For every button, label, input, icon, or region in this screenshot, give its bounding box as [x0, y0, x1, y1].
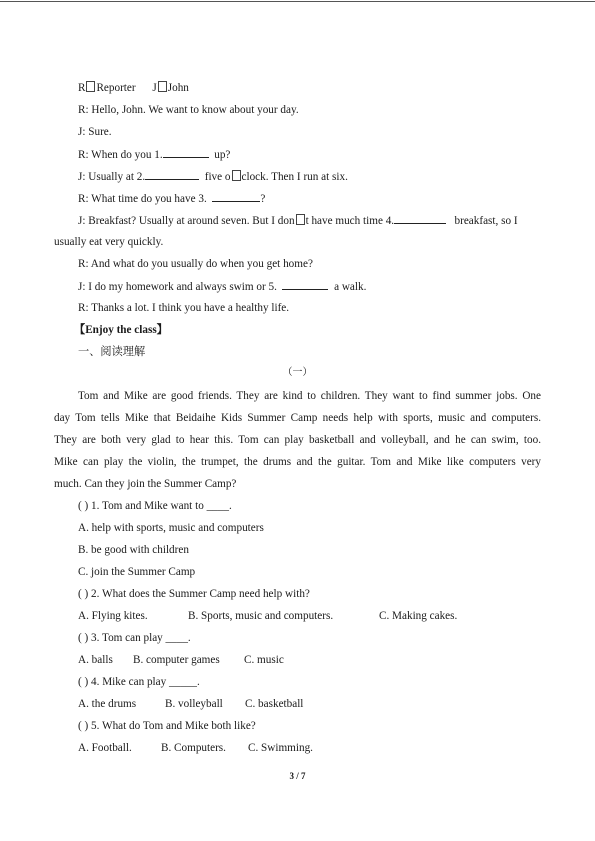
question-3: ( ) 3. Tom can play ____.	[78, 632, 191, 644]
question-2-option-b[interactable]: B. Sports, music and computers.	[188, 610, 334, 622]
question-5-option-a[interactable]: A. Football.	[78, 742, 132, 754]
question-1-option-c[interactable]: C. join the Summer Camp	[78, 566, 196, 578]
passage-line-2: day Tom tells Mike that Beidaihe Kids Summer Camp needs help with sports, music and computers.	[54, 412, 541, 424]
passage-line-3: They are both very glad to hear this. Tom can play basketball and volleyball, and he can swim, too.	[54, 434, 541, 446]
legend-r-role: Reporter	[96, 82, 136, 94]
answer-blank-2[interactable]	[145, 169, 199, 180]
missing-glyph-box	[86, 81, 95, 92]
dialogue-line-1: R: Hello, John. We want to know about your day.	[78, 104, 299, 116]
dialogue-line-8	[78, 279, 366, 294]
dialogue-line-5	[78, 191, 265, 206]
line6-prefix: J: Breakfast? Usually at around seven. But I don	[78, 215, 295, 227]
question-3-option-a[interactable]: A. balls	[78, 654, 113, 666]
passage-line-4: Mike can play the violin, the trumpet, the drums and the guitar. Tom and Mike like computers very	[54, 456, 541, 468]
dialogue-line-2: J: Sure.	[78, 126, 112, 138]
line4-prefix: J: Usually at 2.	[78, 171, 146, 183]
legend-r: R	[78, 82, 86, 94]
dialogue-line-3	[78, 147, 230, 162]
answer-blank-1[interactable]	[163, 147, 209, 158]
line8-prefix: J: I do my homework and always swim or 5.	[78, 281, 277, 293]
question-4-option-c[interactable]: C. basketball	[245, 698, 304, 710]
dialogue-line-6-cont: usually eat very quickly.	[54, 236, 164, 248]
question-2-option-a[interactable]: A. Flying kites.	[78, 610, 148, 622]
question-3-option-b[interactable]: B. computer games	[133, 654, 220, 666]
part-heading: 一、阅读理解	[78, 346, 146, 358]
answer-blank-3[interactable]	[212, 191, 260, 202]
missing-glyph-box	[296, 214, 305, 225]
section-heading: 【Enjoy the class】	[74, 324, 168, 336]
question-4: ( ) 4. Mike can play _____.	[78, 676, 200, 688]
dialogue-line-4	[78, 169, 348, 184]
question-4-option-b[interactable]: B. volleyball	[165, 698, 223, 710]
question-5-option-b[interactable]: B. Computers.	[161, 742, 226, 754]
line6-suffix: breakfast, so I	[454, 215, 518, 227]
line4-end: clock. Then I run at six.	[241, 171, 348, 183]
line6-mid: t have much time 4.	[305, 215, 395, 227]
passage-line-5: much. Can they join the Summer Camp?	[54, 478, 237, 490]
question-5: ( ) 5. What do Tom and Mike both like?	[78, 720, 256, 732]
question-2: ( ) 2. What does the Summer Camp need help with?	[78, 588, 310, 600]
dialogue-line-9: R: Thanks a lot. I think you have a healthy life.	[78, 302, 290, 314]
line8-suffix: a walk.	[334, 281, 367, 293]
missing-glyph-box	[232, 170, 241, 181]
answer-blank-5[interactable]	[282, 279, 328, 290]
page-top-rule	[0, 1, 595, 2]
line3-suffix: up?	[214, 149, 231, 161]
answer-blank-4[interactable]	[394, 213, 446, 224]
passage-number: （一）	[282, 367, 313, 378]
line5-prefix: R: What time do you have 3.	[78, 193, 207, 205]
passage-line-1: Tom and Mike are good friends. They are kind to children. They want to find summer jobs. One	[78, 390, 541, 402]
page-number: 3 / 7	[289, 771, 306, 781]
dialogue-line-7: R: And what do you usually do when you get home?	[78, 258, 313, 270]
dialogue-line-6	[78, 213, 518, 228]
line4-mid: five o	[204, 171, 231, 183]
line5-suffix: ?	[260, 193, 266, 205]
question-1-option-b[interactable]: B. be good with children	[78, 544, 189, 556]
legend-j-role: John	[167, 82, 189, 94]
question-3-option-c[interactable]: C. music	[244, 654, 284, 666]
role-legend	[78, 81, 189, 95]
question-5-option-c[interactable]: C. Swimming.	[248, 742, 313, 754]
line3-prefix: R: When do you 1.	[78, 149, 163, 161]
question-1: ( ) 1. Tom and Mike want to ____.	[78, 500, 232, 512]
question-4-option-a[interactable]: A. the drums	[78, 698, 137, 710]
question-2-option-c[interactable]: C. Making cakes.	[379, 610, 458, 622]
legend-j: J	[152, 82, 157, 94]
missing-glyph-box	[158, 81, 167, 92]
question-1-option-a[interactable]: A. help with sports, music and computers	[78, 522, 264, 534]
